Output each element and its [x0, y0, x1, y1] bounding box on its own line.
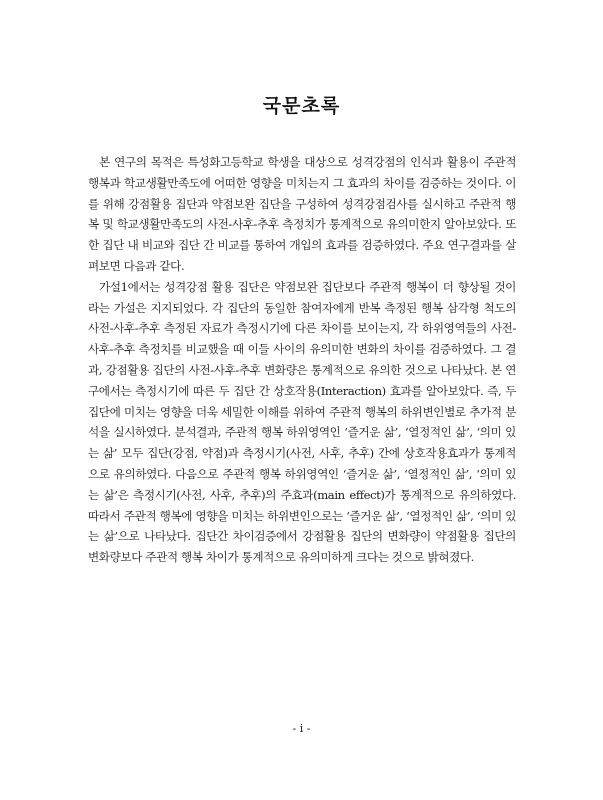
page-title: 국문초록 [262, 95, 341, 117]
abstract-body [88, 152, 516, 568]
abstract-paragraph-2: 가설1에서는 성격강점 활용 집단은 약점보완 집단보다 주관적 행복이 더 향상될 것이라는 가설은 지지되었다. 각 집단의 동일한 참여자에게 반복 측정된 행복 삼각형 척도의 사전-사후-추후 측정된 자료가 측정시기에 다른 차이를 보이는지, 각 하위영역들의 사전-사후-추후 측정치를 비교했을 때 이들 사이의 유의미한 변화의 차이를 검증하였다. 그 결과, 강점활용 집단의 사전-사후-추후 변화량은 통계적으로 유의한 것으로 나타났다. 본 연구에서는 측정시기에 따른 두 집단 간 상호작용(Interaction) 효과를 알아보았다. 즉, 두 집단에 미치는 영향을 더욱 세밀한 이해를 위하여 주관적 행복의 하위변인별로 추가적 분석을 실시하였다. 분석결과, 주관적 행복 하위영역인 ‘즐거운 삶’, ‘열정적인 삶’, ‘의미 있는 삶’ 모두 집단(강점, 약점)과 측정시기(사전, 사후, 추후) 간에 상호작용효과가 통계적으로 유의하였다. 다음으로 주관적 행복 하위영역인 ‘즐거운 삶’, ‘열정적인 삶’, ‘의미 있는 삶’은 측정시기(사전, 사후, 추후)의 주효과(main effect)가 통계적으로 유의하였다. 따라서 주관적 행복에 영향을 미치는 하위변인으로는 ‘즐거운 삶’, ‘열정적인 삶’, ‘의미 있는 삶’으로 나타났다. 집단간 차이검증에서 강점활용 집단의 변화량이 약점활용 집단의 변화량보다 주관적 행복 차이가 통계적으로 유의미하게 크다는 것으로 밝혀졌다. [88, 279, 516, 565]
abstract-paragraph-1: 본 연구의 목적은 특성화고등학교 학생을 대상으로 성격강점의 인식과 활용이 주관적 행복과 학교생활만족도에 어떠한 영향을 미치는지 그 효과의 차이를 검증하는 것이다. 이를 위해 강점활용 집단과 약점보완 집단을 구성하여 성격강점검사를 실시하고 주관적 행복 및 학교생활만족도의 사전-사후-추후 측정치가 통계적으로 유의미한지 알아보았다. 또한 집단 내 비교와 집단 간 비교를 통하여 개입의 효과를 검증하였다. 주요 연구결과를 살펴보면 다음과 같다. [88, 155, 516, 273]
page-number: - i - [292, 722, 311, 735]
